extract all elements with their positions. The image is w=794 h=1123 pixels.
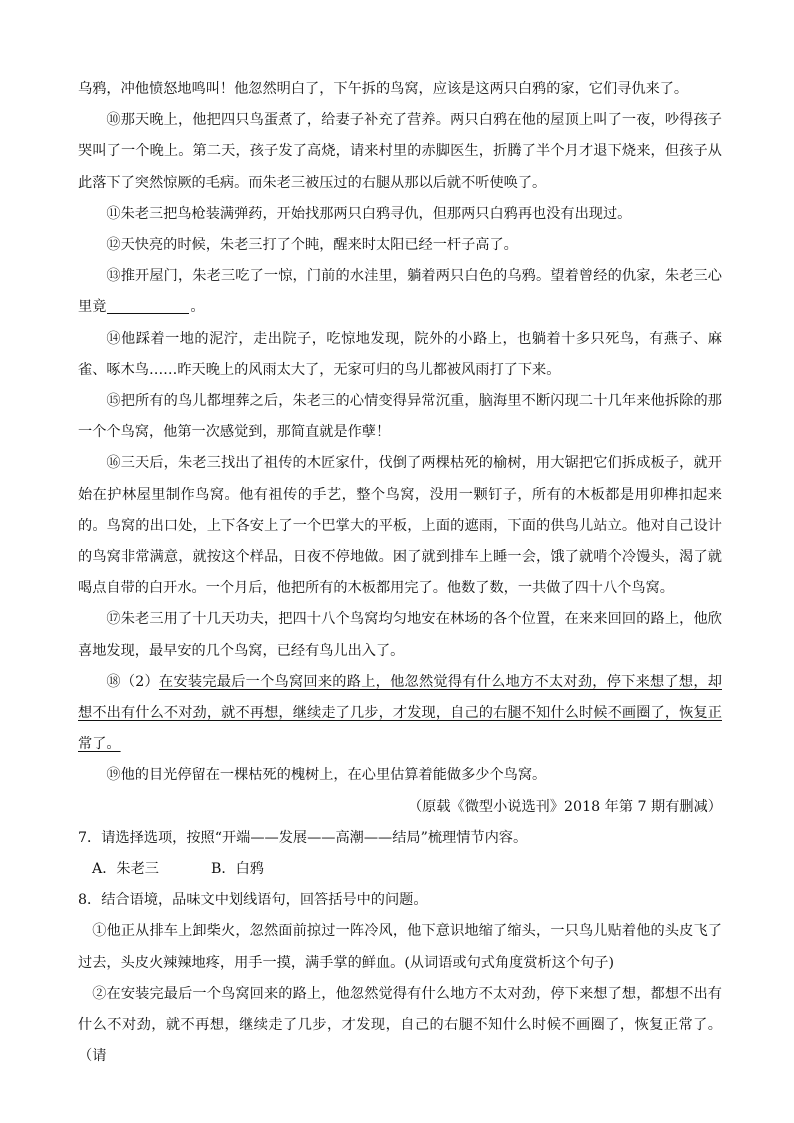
story-paragraph-continued: 乌鸦，冲他愤怒地鸣叫！他忽然明白了，下午拆的鸟窝，应该是这两只白鸦的家，它们寻仇来了。 bbox=[78, 81, 689, 97]
story-paragraph-19: ⑲他的目光停留在一棵枯死的槐树上，在心里估算着能做多少个鸟窝。 bbox=[106, 767, 547, 784]
story-paragraph-10: ⑩那天晚上，他把四只鸟蛋煮了，给妻子补充了营养。两只白鸦在他的屋顶上叫了一夜，吵得孩子哭叫了一个晚上。第二天，孩子发了高烧，请来村里的赤脚医生，折腾了半个月才退下烧来，但孩子从此落下了突然惊厥的毛病。而朱老三被压过的右腿从那以后就不听使唤了。 bbox=[78, 112, 722, 191]
question-7-options bbox=[78, 854, 722, 885]
underlined-sentence: 在安装完最后一个鸟窝回来的路上，他忽然觉得有什么地方不太对劲，停下来想了想，却想不出有什么不对劲，就不再想，继续走了几步，才发现，自己的右腿不知什么时候不画圈了，恢复正常了。 bbox=[78, 673, 722, 753]
story-paragraph-15: ⑮把所有的鸟儿都埋葬之后，朱老三的心情变得异常沉重，脑海里不断闪现二十几年来他拆除的那一个个鸟窝，他第一次感觉到，那简直就是作孽！ bbox=[78, 393, 722, 441]
fill-in-blank[interactable] bbox=[107, 295, 189, 314]
source-citation: （原载《微型小说选刊》2018 年第 7 期有删减） bbox=[407, 798, 722, 815]
document-page bbox=[78, 74, 722, 1073]
question-7: 7．请选择选项，按照“开端——发展——高潮——结局”梳理情节内容。 bbox=[78, 829, 528, 846]
paragraph-18-number: ⑱（2） bbox=[106, 673, 159, 690]
story-paragraph-17: ⑰朱老三用了十几天功夫，把四十八个鸟窝均匀地安在林场的各个位置，在来来回回的路上，他欣喜地发现，最早安的几个鸟窝，已经有鸟儿出入了。 bbox=[78, 611, 722, 659]
story-paragraph-18 bbox=[78, 667, 722, 761]
story-paragraph-13 bbox=[78, 261, 722, 323]
story-paragraph-16: ⑯三天后，朱老三找出了祖传的木匠家什，伐倒了两棵枯死的榆树，用大锯把它们拆成板子，就开始在护林屋里制作鸟窝。他有祖传的手艺，整个鸟窝，没用一颗钉子，所有的木板都是用卯榫扣起来的。鸟窝的出口处，上下各安上了一个巴掌大的平板，上面的遮雨，下面的供鸟儿站立。他对自己设计的鸟窝非常满意，就按这个样品，日夜不停地做。困了就到排车上睡一会，饿了就啃个冷馒头，渴了就喝点自带的白开水。一个月后，他把所有的木板都用完了。他数了数，一共做了四十八个鸟窝。 bbox=[78, 455, 722, 597]
option-a[interactable]: A．朱老三 bbox=[92, 861, 159, 878]
story-paragraph-13-end: 。 bbox=[190, 299, 205, 316]
option-b[interactable]: B．白鸦 bbox=[211, 861, 264, 878]
question-8: 8．结合语境，品味文中划线语句，回答括号中的问题。 bbox=[78, 892, 428, 909]
question-8-part-2: ②在安装完最后一个鸟窝回来的路上，他忽然觉得有什么地方不太对劲，停下来想了想，都想不出有什么不对劲，就不再想，继续走了几步，才发现，自己的右腿不知什么时候不画圈了，恢复正常了。（请 bbox=[78, 985, 722, 1065]
story-paragraph-11: ⑪朱老三把鸟枪装满弹药，开始找那两只白鸦寻仇，但那两只白鸦再也没有出现过。 bbox=[106, 205, 632, 222]
question-8-part-1: ①他正从排车上卸柴火，忽然面前掠过一阵冷风，他下意识地缩了缩头，一只鸟儿贴着他的头皮飞了过去，头皮火辣辣地疼，用手一摸，满手掌的鲜血。(从词语或句式角度赏析这个句子) bbox=[78, 923, 722, 971]
story-paragraph-13-text: ⑬推开屋门，朱老三吃了一惊，门前的水洼里，躺着两只白色的乌鸦。望着曾经的仇家，朱老三心里竟 bbox=[78, 268, 722, 316]
story-paragraph-14: ⑭他踩着一地的泥泞，走出院子，吃惊地发现，院外的小路上，也躺着十多只死鸟，有燕子、麻雀、啄木鸟……昨天晚上的风雨太大了，无家可归的鸟儿都被风雨打了下来。 bbox=[78, 330, 722, 378]
story-paragraph-12: ⑫天快亮的时候，朱老三打了个盹，醒来时太阳已经一杆子高了。 bbox=[106, 237, 518, 254]
